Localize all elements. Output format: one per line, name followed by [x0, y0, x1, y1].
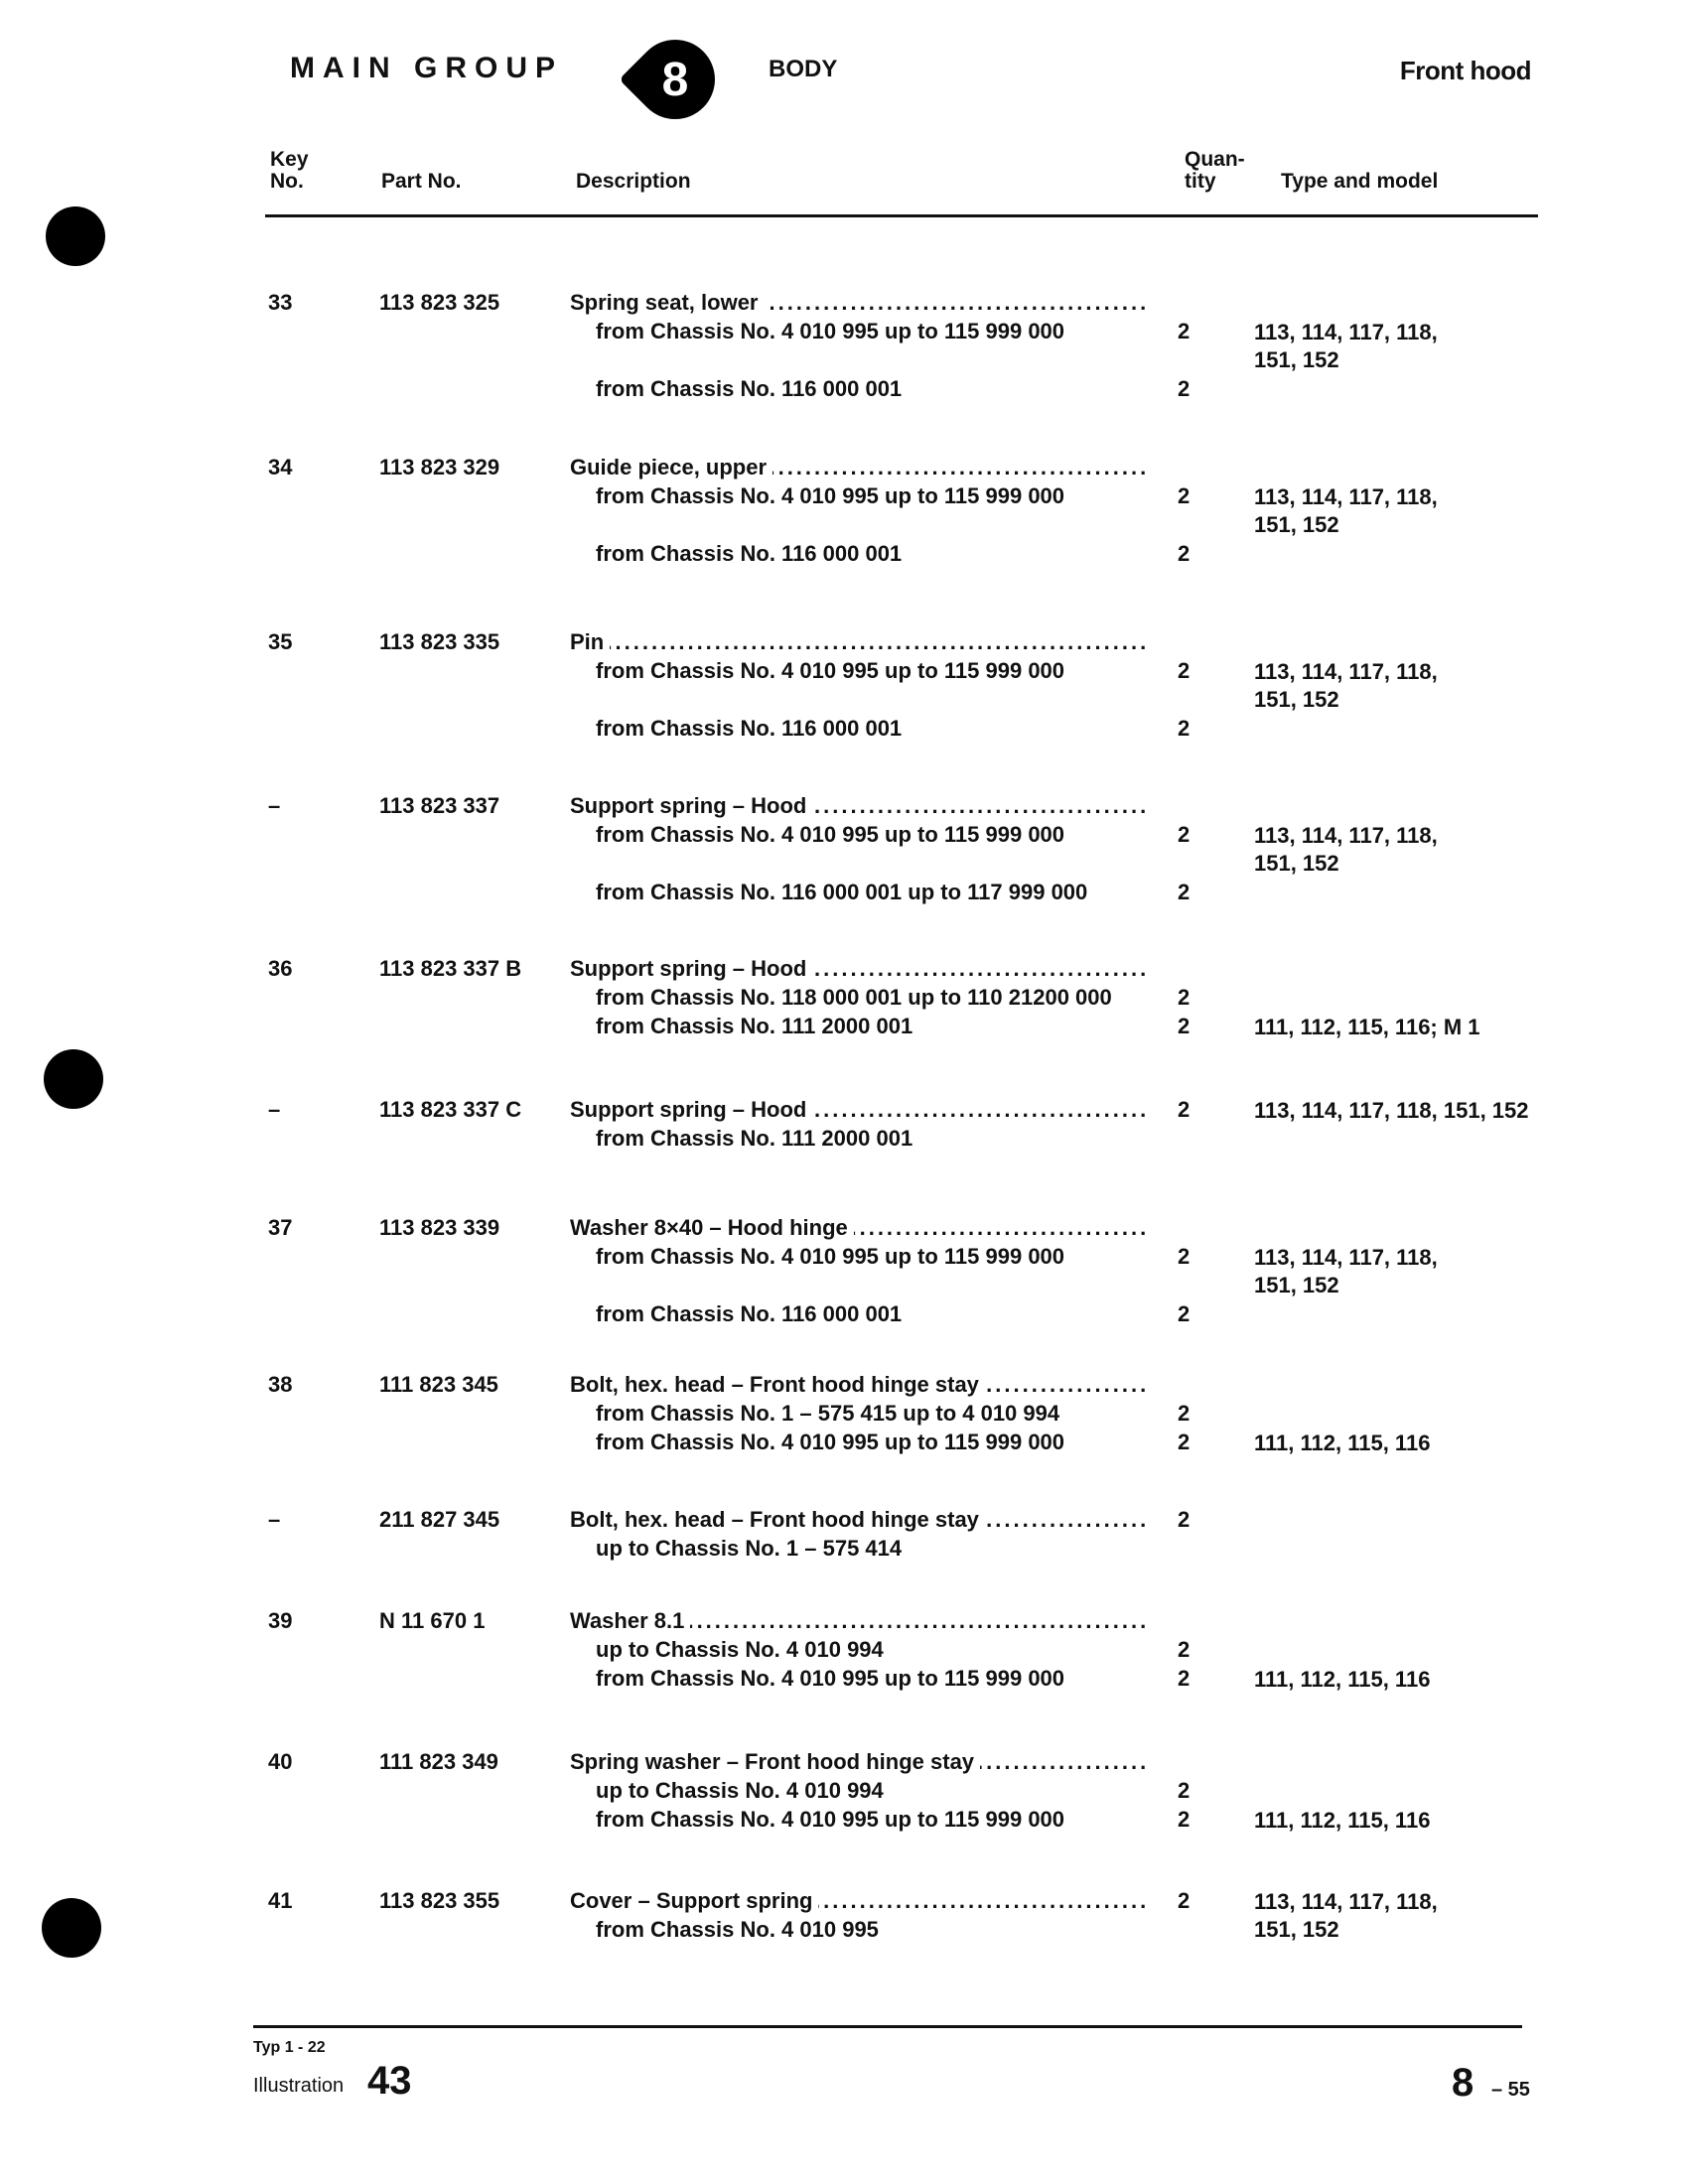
col-description: Description: [576, 170, 691, 193]
quantity: 2: [1178, 1014, 1191, 1038]
col-part-no: Part No.: [381, 170, 462, 193]
quantity: 2: [1178, 1401, 1191, 1426]
quantity: 2: [1178, 1301, 1191, 1326]
type-model: 113, 114, 117, 118, 151, 152: [1254, 484, 1438, 537]
type-model: 111, 112, 115, 116; M 1: [1254, 1015, 1480, 1039]
quantity: 2: [1178, 822, 1191, 847]
description-cell: [570, 1608, 1146, 1634]
chassis-range-text: from Chassis No. 116 000 001: [596, 716, 903, 741]
part-number: 111 823 349: [379, 1749, 498, 1774]
quantity: 2: [1178, 1807, 1191, 1832]
description: Bolt, hex. head – Front hood hinge stay: [570, 1507, 985, 1532]
chassis-range-text: from Chassis No. 4 010 995 up to 115 999 000: [596, 1807, 1065, 1832]
chassis-range-text: from Chassis No. 4 010 995 up to 115 999 000: [596, 483, 1065, 508]
type-model: 113, 114, 117, 118, 151, 152: [1254, 320, 1438, 372]
key-number: 37: [268, 1215, 293, 1240]
chassis-range-text: up to Chassis No. 4 010 994: [596, 1778, 884, 1803]
key-number: 39: [268, 1608, 293, 1633]
chassis-range-text: from Chassis No. 111 2000 001: [596, 1126, 913, 1151]
description-cell: [570, 290, 1146, 316]
description-cell: [570, 455, 1146, 480]
description-cell: [570, 629, 1146, 655]
chassis-range-text: from Chassis No. 1 – 575 415 up to 4 010 994: [596, 1401, 1060, 1426]
part-number: 211 827 345: [379, 1507, 500, 1532]
part-number: 113 823 337 C: [379, 1097, 522, 1122]
type-model: 113, 114, 117, 118, 151, 152: [1254, 659, 1438, 712]
illustration-label: Illustration: [253, 2075, 345, 2097]
part-number: 113 823 335: [379, 629, 500, 654]
col-type-model: Type and model: [1281, 170, 1439, 193]
description-cell: [570, 1888, 1146, 1914]
part-number: N 11 670 1: [379, 1608, 486, 1633]
quantity: 2: [1178, 1430, 1191, 1454]
col-key-no: Key No.: [270, 148, 309, 193]
quantity: 2: [1178, 319, 1191, 343]
chassis-range-text: up to Chassis No. 4 010 994: [596, 1637, 884, 1662]
section-title: BODY: [769, 56, 838, 82]
description: Spring seat, lower: [570, 290, 765, 315]
key-number: 40: [268, 1749, 293, 1774]
subsection-title: Front hood: [1399, 56, 1531, 85]
part-number: 113 823 337 B: [379, 956, 522, 981]
quantity: 2: [1178, 880, 1191, 904]
chassis-range-text: from Chassis No. 4 010 995 up to 115 999 000: [596, 319, 1065, 343]
type-model: 113, 114, 117, 118, 151, 152: [1254, 1245, 1438, 1297]
key-number: –: [268, 1507, 281, 1532]
description: Washer 8×40 – Hood hinge: [570, 1215, 854, 1240]
part-number: 111 823 345: [379, 1372, 498, 1397]
model-type-note: Typ 1 - 22: [253, 2039, 326, 2056]
quantity: 2: [1178, 1507, 1191, 1532]
quantity: 2: [1178, 376, 1191, 401]
description-cell: [570, 1507, 1146, 1533]
key-number: 34: [268, 455, 293, 479]
chassis-range-text: from Chassis No. 4 010 995 up to 115 999 000: [596, 1666, 1065, 1691]
chassis-range-text: up to Chassis No. 1 – 575 414: [596, 1536, 903, 1561]
part-number: 113 823 337: [379, 793, 500, 818]
description: Pin: [570, 629, 610, 654]
group-number: 8: [661, 54, 689, 106]
quantity: 2: [1178, 1244, 1191, 1269]
description-cell: [570, 1215, 1146, 1241]
chassis-range-text: from Chassis No. 4 010 995: [596, 1917, 879, 1942]
type-model: 111, 112, 115, 116: [1254, 1667, 1431, 1692]
part-number: 113 823 355: [379, 1888, 500, 1913]
quantity: 2: [1178, 716, 1191, 741]
part-number: 113 823 329: [379, 455, 500, 479]
chassis-range-text: from Chassis No. 118 000 001 up to 110 21200 000: [596, 985, 1112, 1010]
description: Guide piece, upper: [570, 455, 772, 479]
illustration-number: 43: [367, 2059, 412, 2103]
page-number: 8: [1452, 2061, 1474, 2105]
chassis-range-text: from Chassis No. 116 000 001: [596, 541, 903, 566]
quantity: 2: [1178, 541, 1191, 566]
main-group-label: MAIN GROUP: [290, 52, 563, 84]
binder-hole: [44, 1049, 103, 1109]
quantity: 2: [1178, 1888, 1191, 1913]
quantity: 2: [1178, 985, 1191, 1010]
quantity: 2: [1178, 1637, 1191, 1662]
key-number: 33: [268, 290, 293, 315]
chassis-range-text: from Chassis No. 4 010 995 up to 115 999 000: [596, 822, 1065, 847]
key-number: –: [268, 1097, 281, 1122]
quantity: 2: [1178, 1666, 1191, 1691]
key-number: 38: [268, 1372, 293, 1397]
key-number: 36: [268, 956, 293, 981]
chassis-range-text: from Chassis No. 4 010 995 up to 115 999 000: [596, 1430, 1065, 1454]
part-number: 113 823 339: [379, 1215, 500, 1240]
description: Support spring – Hood: [570, 956, 812, 981]
key-number: 35: [268, 629, 293, 654]
key-number: 41: [268, 1888, 293, 1913]
description: Spring washer – Front hood hinge stay: [570, 1749, 980, 1774]
quantity: 2: [1178, 1097, 1191, 1122]
description-cell: [570, 956, 1146, 982]
quantity: 2: [1178, 1778, 1191, 1803]
description-cell: [570, 1749, 1146, 1775]
description: Support spring – Hood: [570, 793, 812, 818]
description-cell: [570, 1372, 1146, 1398]
chassis-range-text: from Chassis No. 4 010 995 up to 115 999 000: [596, 1244, 1065, 1269]
type-model: 111, 112, 115, 116: [1254, 1431, 1431, 1455]
type-model: 113, 114, 117, 118, 151, 152: [1254, 823, 1438, 876]
description: Support spring – Hood: [570, 1097, 812, 1122]
description: Cover – Support spring: [570, 1888, 818, 1913]
description: Bolt, hex. head – Front hood hinge stay: [570, 1372, 985, 1397]
type-model: 113, 114, 117, 118, 151, 152: [1254, 1889, 1438, 1942]
binder-hole: [46, 206, 105, 266]
binder-hole: [42, 1898, 101, 1958]
quantity: 2: [1178, 658, 1191, 683]
footer-rule: [253, 2025, 1522, 2028]
page-subnumber: – 55: [1491, 2079, 1530, 2101]
description-cell: [570, 793, 1146, 819]
description: Washer 8.1: [570, 1608, 690, 1633]
chassis-range-text: from Chassis No. 116 000 001: [596, 376, 903, 401]
col-quantity: Quan- tity: [1185, 148, 1245, 193]
chassis-range-text: from Chassis No. 4 010 995 up to 115 999 000: [596, 658, 1065, 683]
chassis-range-text: from Chassis No. 111 2000 001: [596, 1014, 913, 1038]
part-number: 113 823 325: [379, 290, 500, 315]
description-cell: [570, 1097, 1146, 1123]
type-model: 113, 114, 117, 118, 151, 152: [1254, 1098, 1529, 1123]
quantity: 2: [1178, 483, 1191, 508]
chassis-range-text: from Chassis No. 116 000 001: [596, 1301, 903, 1326]
type-model: 111, 112, 115, 116: [1254, 1808, 1431, 1833]
key-number: –: [268, 793, 281, 818]
chassis-range-text: from Chassis No. 116 000 001 up to 117 999 000: [596, 880, 1088, 904]
